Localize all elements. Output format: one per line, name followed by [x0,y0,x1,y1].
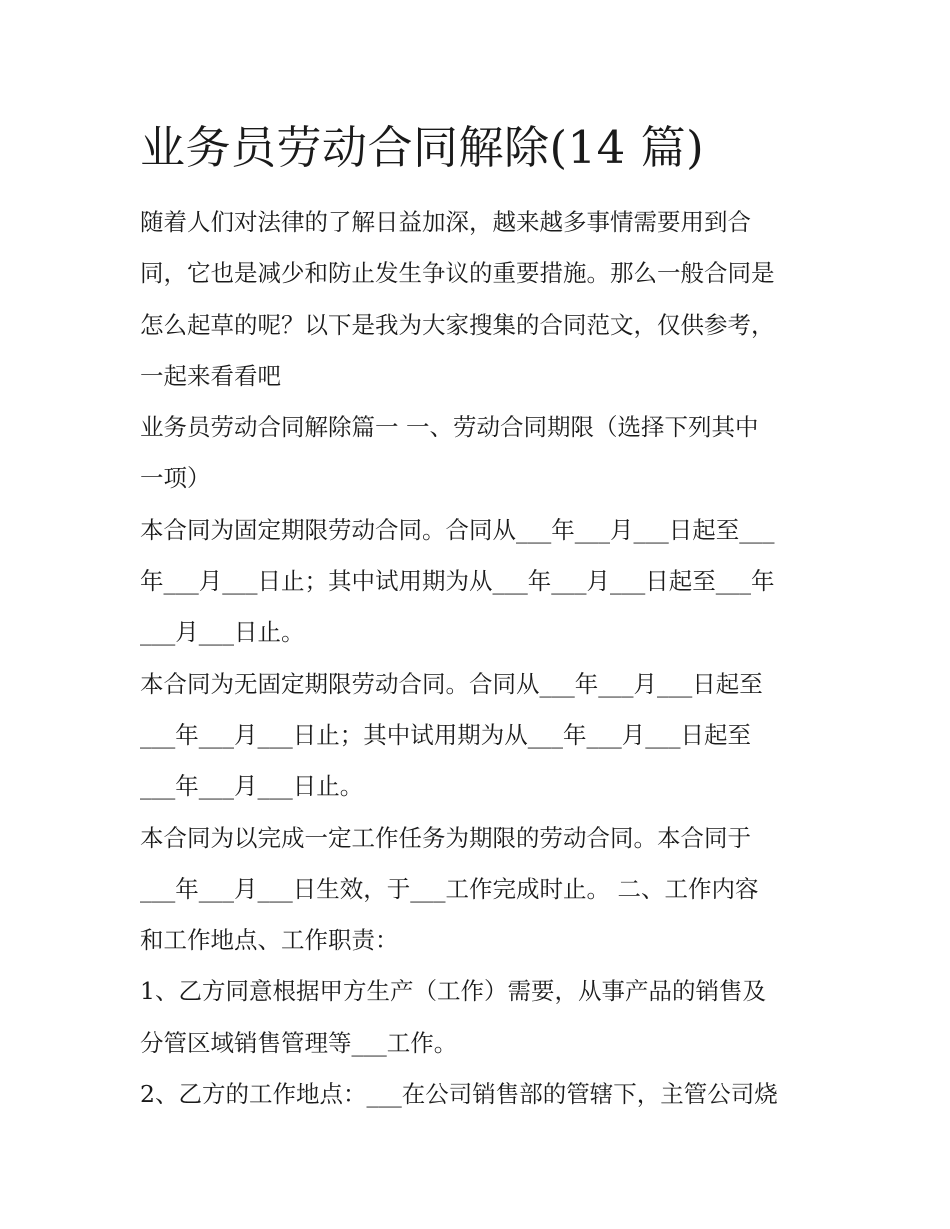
body-line: 一项） [140,464,211,493]
body-line: 2、乙方的工作地点：___在公司销售部的管辖下，主管公司烧 [140,1080,778,1109]
body-line: 分管区域销售管理等___工作。 [140,1028,458,1057]
body-line: 本合同为无固定期限劳动合同。合同从___年___月___日起至 [140,669,763,698]
body-line: ___年___月___日止。 [140,772,364,801]
body-line: 和工作地点、工作职责： [140,926,399,955]
body-line: 本合同为固定期限劳动合同。合同从___年___月___日起至___ [140,515,775,544]
body-line: 一起来看看吧 [140,361,281,390]
body-line: 业务员劳动合同解除篇一 一、劳动合同期限（选择下列其中 [140,413,759,442]
body-line: 年___月___日止；其中试用期为从___年___月___日起至___年 [140,567,775,596]
body-line: ___月___日止。 [140,618,305,647]
body-line: 怎么起草的呢？以下是我为大家搜集的合同范文，仅供参考， [140,310,775,339]
document-body [140,197,820,1120]
document-title: 业务员劳动合同解除(14 篇) [140,121,705,174]
body-line: 随着人们对法律的了解日益加深，越来越多事情需要用到合 [140,208,751,236]
body-line: ___年___月___日生效，于___工作完成时止。 二、工作内容 [140,874,759,903]
body-line: 同，它也是减少和防止发生争议的重要措施。那么一般合同是 [140,259,775,288]
body-line: 1、乙方同意根据甲方生产（工作）需要，从事产品的销售及 [140,977,766,1006]
body-line: 本合同为以完成一定工作任务为期限的劳动合同。本合同于 [140,823,751,852]
body-line: ___年___月___日止；其中试用期为从___年___月___日起至 [140,720,751,749]
